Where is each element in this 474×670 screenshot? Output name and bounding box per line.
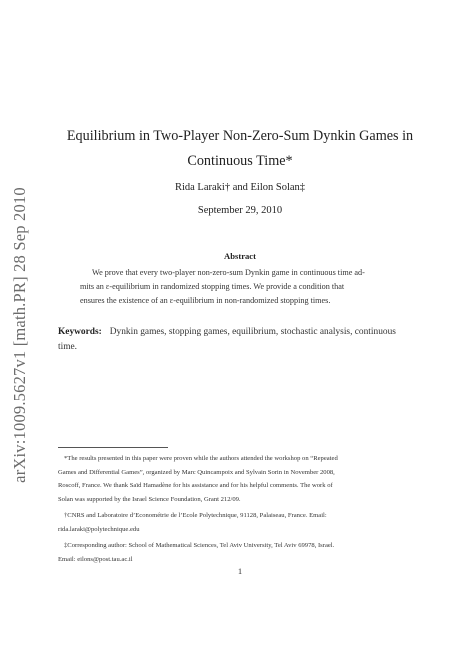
footnote-star-line: Roscoff, France. We thank Saïd Hamadène for his assistance and for his helpful comments. The work of — [58, 482, 333, 489]
footnote-star-line: *The results presented in this paper were proven while the authors attended the workshop on “Repeated — [64, 455, 338, 462]
footnote-ddagger-line: ‡Corresponding author: School of Mathematical Sciences, Tel Aviv University, Tel Aviv 69978, Israel. — [64, 542, 335, 549]
abstract-body — [80, 266, 400, 308]
page-number: 1 — [237, 566, 243, 576]
paper-date: September 29, 2010 — [197, 205, 283, 216]
paper-title-line-1: Equilibrium in Two-Player Non-Zero-Sum Dynkin Games in — [66, 128, 414, 144]
footnote-dagger-line: †CNRS and Laboratoire d’Econométrie de l’Ecole Polytechnique, 91128, Palaiseau, France. Email: — [64, 512, 327, 519]
footnote-dagger-email: rida.laraki@polytechnique.edu — [58, 525, 140, 533]
footnote-ddagger-email: Email: eilons@post.tau.ac.il — [58, 555, 133, 563]
paper-authors: Rida Laraki† and Eilon Solan‡ — [174, 182, 306, 193]
arxiv-identifier-stamp — [5, 185, 35, 485]
keywords-text-line-2: time. — [58, 342, 78, 352]
footnote-star-line: Games and Differential Games”, organized by Marc Quincampoix and Sylvain Sorin in November 2008, — [58, 468, 335, 476]
arxiv-identifier-text: arXiv:1009.5627v1 [math.PR] 28 Sep 2010 — [10, 187, 29, 483]
abstract-line: We prove that every two-player non-zero-sum Dynkin game in continuous time ad- — [92, 268, 365, 277]
footnote-divider — [58, 447, 168, 448]
abstract-line: ensures the existence of an ε-equilibrium in non-randomized stopping times. — [80, 296, 331, 305]
keywords-section — [58, 325, 420, 355]
abstract-heading: Abstract — [224, 251, 256, 261]
footnotes-section — [58, 452, 420, 566]
abstract-line: mits an ε-equilibrium in randomized stopping times. We provide a condition that — [80, 282, 345, 291]
paper-title — [60, 124, 420, 174]
keywords-text-line-1: Dynkin games, stopping games, equilibrium, stochastic analysis, continuous — [109, 327, 396, 337]
keywords-label: Keywords: — [58, 327, 102, 337]
footnote-star-line: Solan was supported by the Israel Science Foundation, Grant 212/09. — [58, 495, 241, 503]
paper-title-line-2: Continuous Time* — [187, 153, 293, 169]
